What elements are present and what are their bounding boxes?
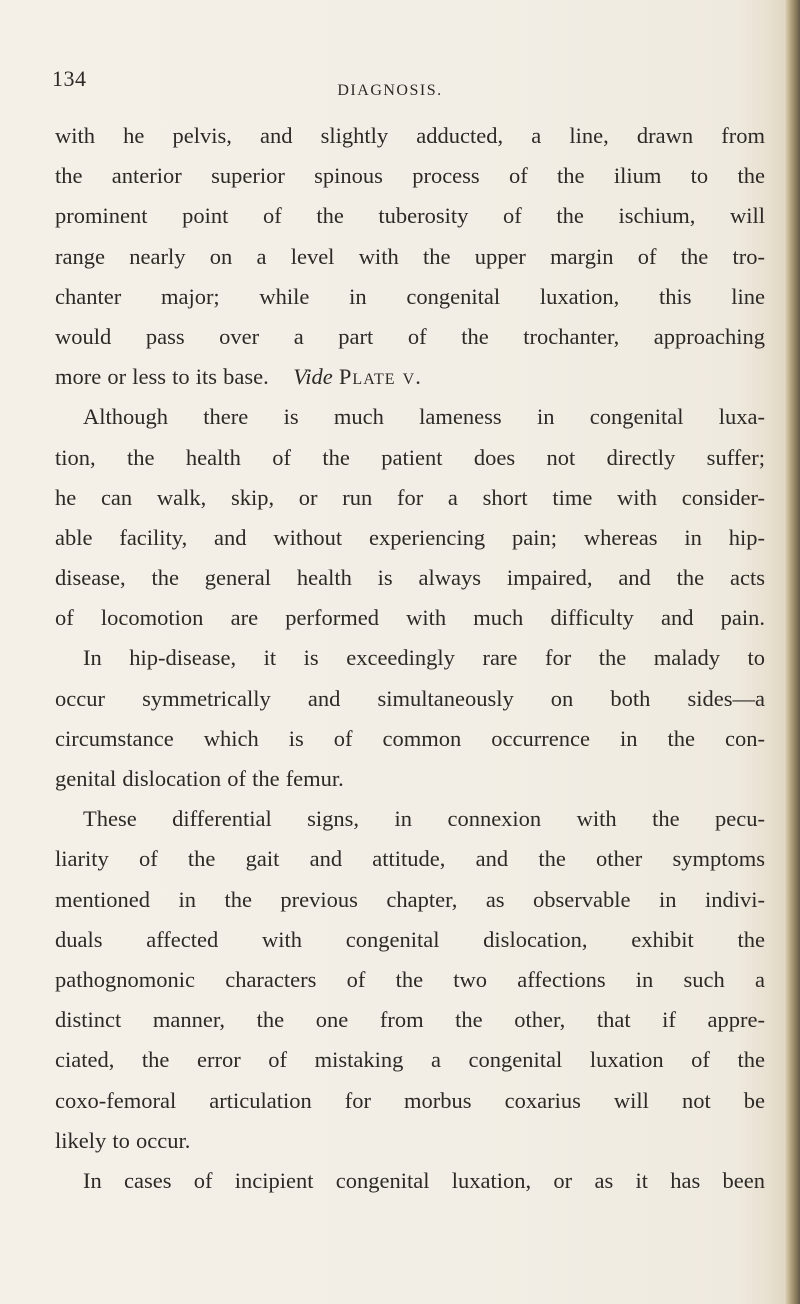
text-line-26: likely to occur. bbox=[55, 1127, 191, 1153]
text-line-15: occur symmetrically and simultaneously on both sides—a bbox=[55, 685, 765, 711]
text-line-17: genital dislocation of the femur. bbox=[55, 766, 344, 791]
text-line-9: tion, the health of the patient does not directly suffer; bbox=[55, 444, 765, 470]
body-text bbox=[55, 116, 765, 1201]
page-number: 134 bbox=[52, 66, 87, 91]
text-line-20: mentioned in the previous chapter, as observable in indivi- bbox=[55, 886, 765, 912]
text-line-12: disease, the general health is always impaired, and the acts bbox=[55, 565, 765, 591]
text-line-10: he can walk, skip, or run for a short time with consider- bbox=[55, 484, 765, 510]
text-line-21: duals affected with congenital dislocation, exhibit the bbox=[55, 926, 765, 952]
text-line-7-body: more or less to its base. bbox=[55, 364, 269, 390]
text-line-3: prominent point of the tuberosity of the ischium, will bbox=[55, 203, 765, 229]
text-line-14: In hip-disease, it is exceedingly rare for the malady to bbox=[83, 645, 765, 671]
text-line-19: liarity of the gait and attitude, and the other symptoms bbox=[55, 846, 765, 872]
text-line-18: These differential signs, in connexion with the pecu- bbox=[83, 806, 765, 832]
text-line-7 bbox=[55, 357, 765, 397]
text-line-13: of locomotion are performed with much difficulty and pain. bbox=[55, 605, 765, 631]
plate-reference: Plate v. bbox=[338, 364, 422, 390]
text-line-22: pathognomonic characters of the two affections in such a bbox=[55, 966, 765, 992]
text-line-24: ciated, the error of mistaking a congenital luxation of the bbox=[55, 1047, 765, 1073]
text-line-16: circumstance which is of common occurrence in the con- bbox=[55, 725, 765, 751]
running-head: DIAGNOSIS. bbox=[337, 82, 443, 99]
text-line-5: chanter major; while in congenital luxation, this line bbox=[55, 283, 765, 309]
text-line-4: range nearly on a level with the upper margin of the tro- bbox=[55, 243, 765, 269]
text-line-8: Although there is much lameness in congenital luxa- bbox=[83, 404, 765, 430]
text-line-6: would pass over a part of the trochanter, approaching bbox=[55, 323, 765, 349]
text-line-11: able facility, and without experiencing pain; whereas in hip- bbox=[55, 524, 765, 550]
page-binding-edge bbox=[784, 0, 800, 1304]
text-line-2: the anterior superior spinous process of the ilium to the bbox=[55, 163, 765, 189]
text-line-25: coxo-femoral articulation for morbus coxarius will not be bbox=[55, 1087, 765, 1113]
text-line-23: distinct manner, the one from the other, that if appre- bbox=[55, 1007, 765, 1033]
vide-reference: Vide bbox=[293, 364, 333, 390]
text-line-1: with he pelvis, and slightly adducted, a line, drawn from bbox=[55, 123, 765, 148]
text-line-27: In cases of incipient congenital luxation, or as it has been bbox=[83, 1167, 765, 1193]
